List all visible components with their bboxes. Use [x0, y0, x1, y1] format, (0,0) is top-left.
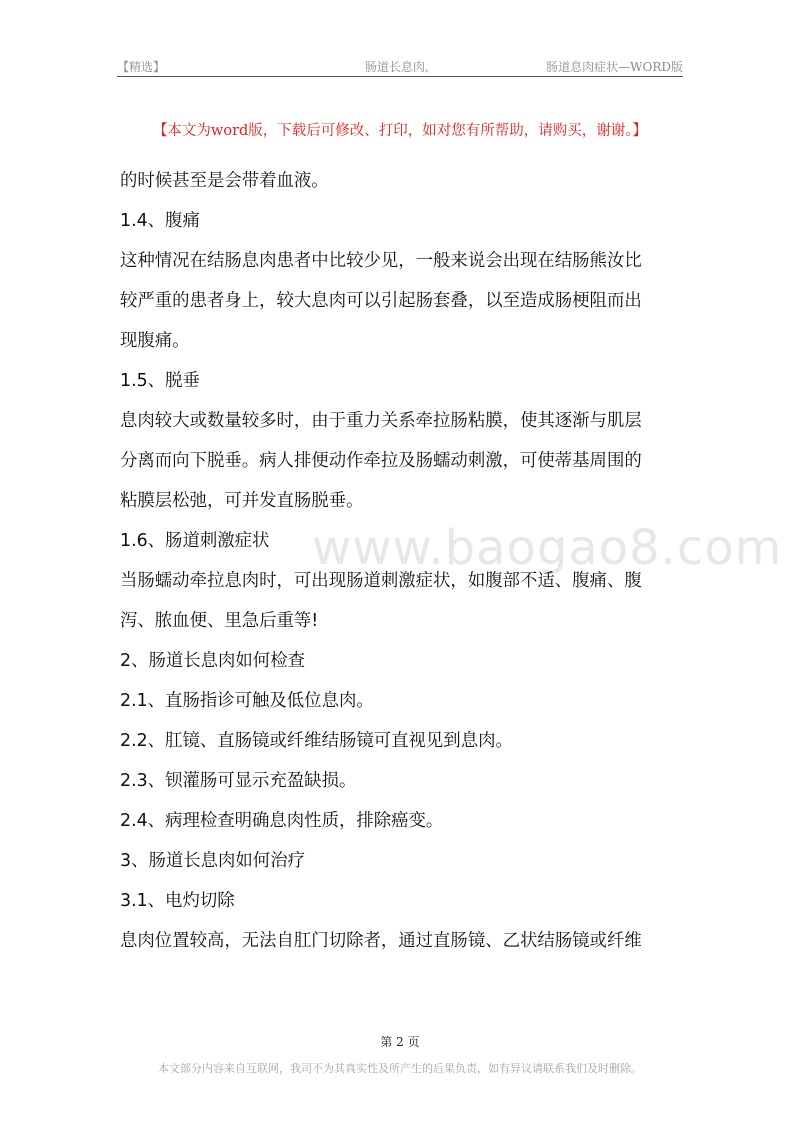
page-header	[117, 58, 683, 74]
body-line: 粘膜层松弛，可并发直肠脱垂。	[120, 491, 364, 511]
body-line: 这种情况在结肠息肉患者中比较少见，一般来说会出现在结肠熊汝比	[120, 251, 642, 271]
section-heading: 3、肠道长息肉如何治疗	[120, 851, 305, 871]
section-heading: 2、肠道长息肉如何检查	[120, 651, 305, 671]
header-right-title: 肠道息肉症状—WORD版	[546, 60, 683, 74]
document-notice: 【本文为word版，下载后可修改、打印，如对您有所帮助，请购买，谢谢。】	[152, 123, 648, 139]
body-line: 泻、脓血便、里急后重等!	[120, 611, 319, 631]
body-line: 的时候甚至是会带着血液。	[120, 171, 329, 191]
page-number: 第 2 页	[380, 1035, 420, 1049]
body-line: 现腹痛。	[120, 331, 190, 351]
section-heading: 1.6、肠道刺激症状	[120, 531, 270, 551]
section-heading: 1.5、脱垂	[120, 371, 200, 391]
header-left-label: 【精选】	[117, 60, 166, 74]
header-center-title: 肠道长息肉,	[365, 60, 429, 74]
list-item: 2.2、肛镜、直肠镜或纤维结肠镜可直视见到息肉。	[120, 731, 513, 751]
list-item: 2.4、病理检查明确息肉性质，排除癌变。	[120, 811, 444, 831]
body-line: 息肉位置较高，无法自肛门切除者，通过直肠镜、乙状结肠镜或纤维	[120, 931, 642, 951]
list-item: 2.1、直肠指诊可触及低位息肉。	[120, 691, 374, 711]
section-heading: 1.4、腹痛	[120, 211, 200, 231]
body-line: 当肠蠕动牵拉息肉时，可出现肠道刺激症状，如腹部不适、腹痛、腹	[120, 571, 642, 591]
header-divider	[117, 76, 683, 77]
watermark: www.baogao8.com	[312, 520, 783, 576]
body-line: 息肉较大或数量较多时，由于重力关系牵拉肠粘膜，使其逐渐与肌层	[120, 411, 642, 431]
footer-disclaimer: 本文部分内容来自互联网，我司不为其真实性及所产生的后果负责，如有异议请联系我们及时删除。	[158, 1062, 642, 1075]
document-body	[120, 161, 686, 961]
section-heading: 3.1、电灼切除	[120, 891, 235, 911]
body-line: 较严重的患者身上，较大息肉可以引起肠套叠，以至造成肠梗阻而出	[120, 291, 642, 311]
list-item: 2.3、钡灌肠可显示充盈缺损。	[120, 771, 357, 791]
body-line: 分离而向下脱垂。病人排便动作牵拉及肠蠕动刺激，可使蒂基周围的	[120, 451, 642, 471]
